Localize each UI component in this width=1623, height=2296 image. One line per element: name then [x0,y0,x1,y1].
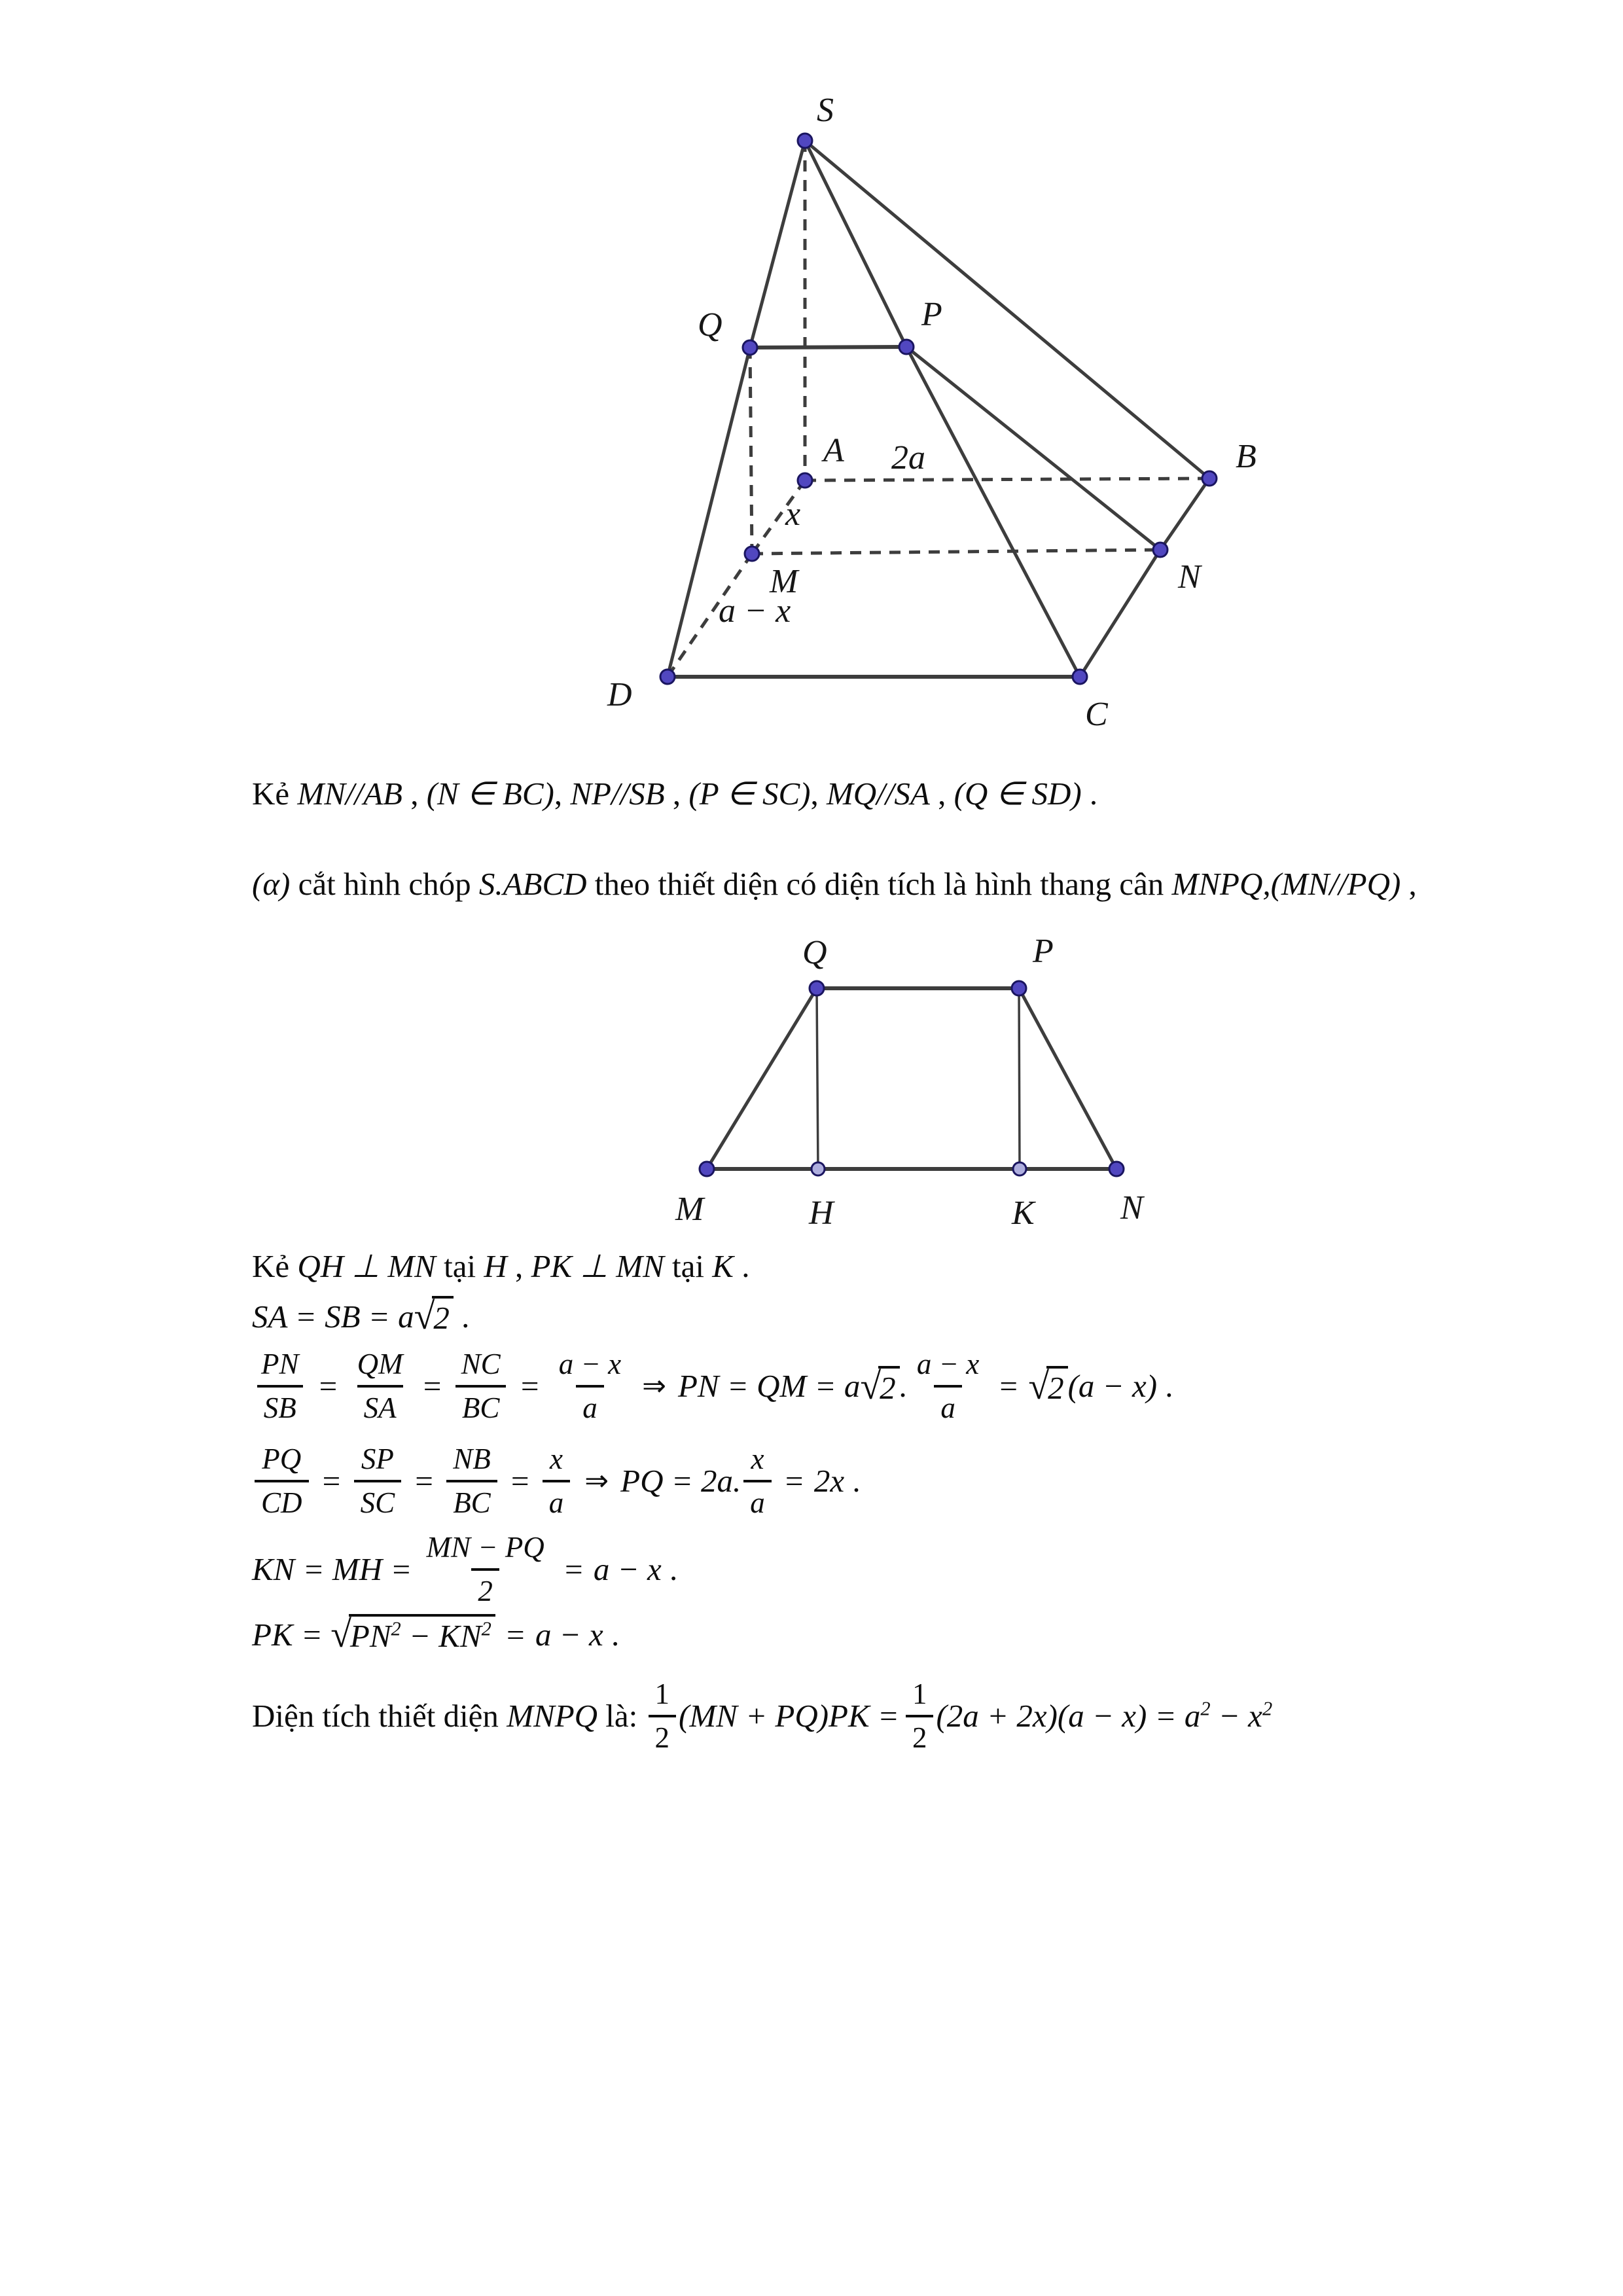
edge-MQ [707,988,817,1169]
math-np-sb: NP//SB [570,776,665,812]
statement-parallels: Kẻ MN//AB , (N ∈ BC) , NP//SB , (P ∈ SC) , MQ//SA , (Q ∈ SD) . [252,776,1098,812]
edge-PN [906,347,1160,550]
vertex-C [1073,670,1087,684]
vertex-A [798,473,812,488]
label-Q: Q [802,934,827,971]
edge-PK [1019,988,1020,1169]
math-h: H [484,1248,507,1284]
math-qh-perp: QH ⊥ MN [297,1248,436,1284]
vertex-S [798,134,812,148]
radical-icon: √ [860,1364,882,1407]
equation-kn-mh: KN = MH = $\frac{MN - PQ}{2}$ = a − x . [252,1530,677,1609]
label-P: P [1033,933,1054,970]
label-Q: Q [698,306,722,344]
implies-icon: ⇒ [584,1464,609,1498]
math-q-in-sd: (Q ∈ SD) [954,776,1082,812]
equation-area: Diện tích thiết diện MNPQ là: $\frac{1}{2}$ (MN + PQ)PK = $\frac{1}{2}$ $(2a + 2x)(a - x) = a^2 - x^2$ [252,1677,1272,1755]
label-C: C [1085,696,1108,733]
label-x: x [785,495,801,533]
fraction-nb-bc: $\frac{NB}{BC}$ [446,1442,497,1520]
edge-AB-dashed [805,478,1209,480]
point-K [1013,1162,1026,1175]
edge-NP [1019,988,1116,1169]
label-M: M [675,1191,704,1228]
vertex-B [1202,471,1217,486]
vertex-M [700,1162,714,1176]
label-K: K [1012,1194,1035,1232]
edge-BN [1160,478,1209,550]
edge-QP [750,347,906,348]
math-alpha: (α) [252,866,291,902]
text-ke: Kẻ [252,776,298,812]
sqrt-2: √ 2 [414,1296,454,1337]
label-a-minus-x: a − x [719,592,791,630]
fraction-pq-cd: $\frac{PQ}{CD}$ [255,1442,309,1520]
statement-cross-section: (α) cắt hình chóp S.ABCD theo thiết diện có diện tích là hình thang cân MNPQ,(MN//PQ) , [252,866,1417,902]
label-A: A [823,432,844,469]
vertex-M [745,547,759,561]
implies-icon: ⇒ [642,1369,666,1403]
label-M: M [770,563,798,600]
radical-icon: √ [330,1613,351,1655]
fraction-pn-sb: $\frac{PN}{SB}$ [255,1347,306,1426]
equation-pk: PK = √ $PN^2 - KN^2$ = a − x . [252,1613,620,1655]
edge-PC [906,347,1080,677]
fraction-nc-bc: $\frac{NC}{BC}$ [455,1347,507,1426]
equation-pn-ratio: $\frac{PN}{SB}$ = $\frac{QM}{SA}$ = $\frac{NC}{BC}$ = $\frac{a - x}{a}$ ⇒ PN = QM = a √ 2 . $\frac{a - x}{a}$ = √ 2 (a − x) . [252,1347,1173,1426]
math-k: K [712,1248,734,1284]
pyramid-figure [576,72,1322,740]
fraction-qm-sa: $\frac{QM}{SA}$ [351,1347,410,1426]
math-sabcd: S.ABCD [478,866,587,902]
label-D: D [607,676,632,713]
edge-SQ [750,141,805,348]
sqrt-2: √ 2 [860,1366,899,1407]
math-mq-sa: MQ//SA [826,776,930,812]
vertex-P [899,340,914,354]
math-n-in-bc: (N ∈ BC) [426,776,554,812]
trapezoid-figure [648,920,1191,1247]
edge-QH [817,988,818,1169]
label-H: H [809,1194,834,1232]
math-pk-perp: PK ⊥ MN [531,1248,664,1284]
edge-NC [1080,550,1160,677]
edge-MN-dashed [752,550,1160,554]
point-H [812,1162,825,1175]
equation-pq-ratio: $\frac{PQ}{CD}$ = $\frac{SP}{SC}$ = $\frac{NB}{BC}$ = $\frac{x}{a}$ ⇒ PQ = 2a. $\frac{x}{a}$ = 2x . [252,1442,861,1520]
equation-sa-sb: SA = SB = a √ 2 . [252,1295,470,1337]
math-p-in-sc: (P ∈ SC) [688,776,811,812]
fraction-one-half: $\frac{1}{2}$ [649,1677,677,1755]
sqrt-pn2-kn2: √ $PN^2 - KN^2$ [330,1614,495,1655]
vertex-P [1012,981,1026,996]
fraction-one-half-2: $\frac{1}{2}$ [906,1677,934,1755]
edge-SP [805,141,906,347]
edge-QM-dashed [750,348,752,554]
label-P: P [921,296,942,333]
statement-perpendiculars: Kẻ QH ⊥ MN tại H , PK ⊥ MN tại K . [252,1248,750,1284]
fraction-x-a: $\frac{x}{a}$ [543,1442,571,1520]
fraction-ax-a-2: $\frac{a - x}{a}$ [910,1347,986,1426]
vertex-D [660,670,675,684]
label-2a: 2a [891,439,925,476]
label-S: S [817,92,834,129]
label-N: N [1120,1189,1143,1227]
sqrt-2: √ 2 [1028,1366,1067,1407]
label-B: B [1236,438,1257,475]
radical-icon: √ [1028,1364,1050,1407]
vertex-N [1153,543,1168,557]
math-mn-ab: MN//AB [297,776,402,812]
fraction-x-a-2: $\frac{x}{a}$ [743,1442,772,1520]
fraction-sp-sc: $\frac{SP}{SC}$ [354,1442,402,1520]
fraction-mn-pq-2: $\frac{MN - PQ}{2}$ [419,1530,550,1609]
vertex-Q [810,981,824,996]
vertex-N [1109,1162,1124,1176]
math-mnpq: MNPQ,(MN//PQ) [1171,866,1401,902]
math-mnpq: MNPQ [507,1698,598,1734]
label-N: N [1178,558,1201,596]
radical-icon: √ [414,1295,435,1337]
vertex-Q [743,340,757,355]
fraction-ax-a: $\frac{a - x}{a}$ [552,1347,628,1426]
